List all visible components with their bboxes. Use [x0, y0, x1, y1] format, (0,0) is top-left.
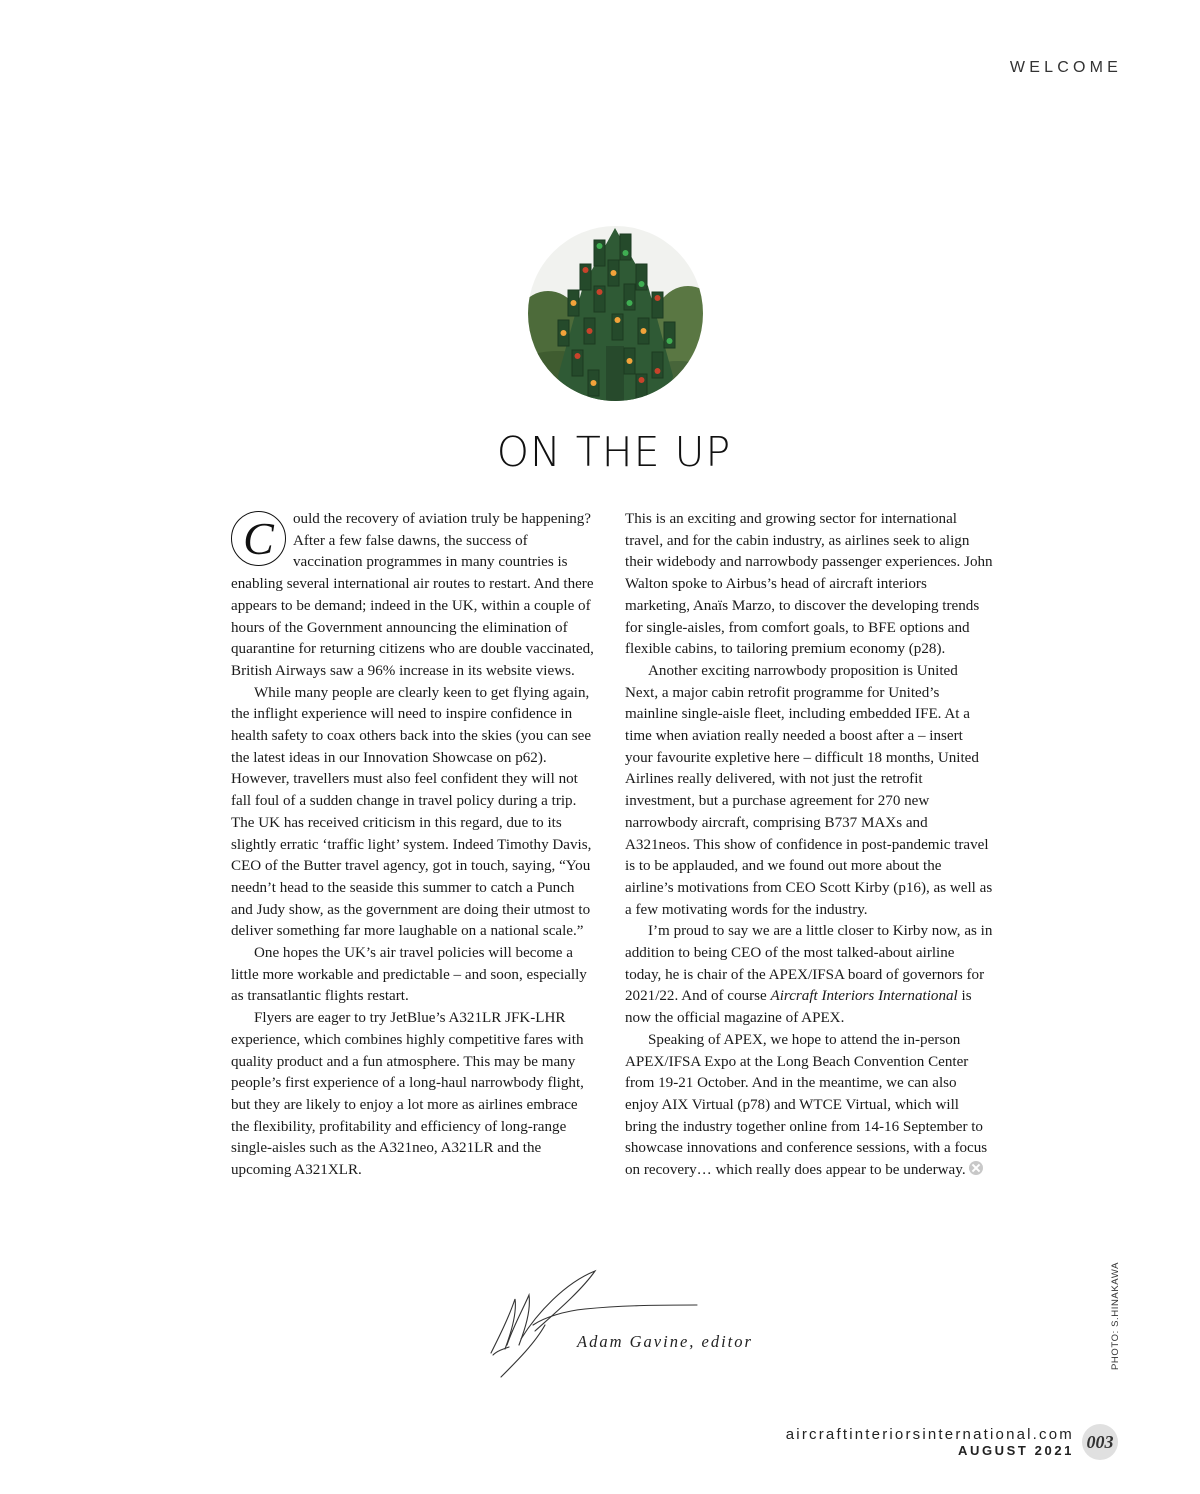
article-column-right [625, 509, 993, 1182]
paragraph: This is an exciting and growing sector for international travel, and for the cabin industry, as airlines seek to align their widebody and narrowbody passenger experiences. John Walton spoke to Airbus’s head of aircraft interiors marketing, Anaïs Marzo, to discover the developing trends for single-aisles, from comfort goals, to BFE options and flexible cabins, to tailoring premium economy (p28). [625, 511, 993, 658]
paragraph: One hopes the UK’s air travel policies will become a little more workable and predictable – and soon, especially as transatlantic flights restart. [231, 945, 587, 1005]
end-mark-icon [969, 1161, 983, 1175]
editor-signature [485, 1265, 705, 1385]
editor-signoff: Adam Gavine, editor [577, 1332, 753, 1351]
section-label: WELCOME [1009, 59, 1122, 76]
paragraph: Speaking of APEX, we hope to attend the in-person APEX/IFSA Expo at the Long Beach Convention Center from 19-21 October. And in the meantime, we can also enjoy AIX Virtual (p78) and WTCE Virtual, which will bring the industry together online from 14-16 September to showcase innovations and conference sessions, with a focus on recovery… which really does appear to be underway. [625, 1031, 988, 1179]
issue-date: AUGUST 2021 [957, 1443, 1074, 1458]
paragraph: Another exciting narrowbody proposition is United Next, a major cabin retrofit programme for United’s mainline single-aisle fleet, including embedded IFE. At a time when aviation really needed a boost after a – insert your favourite expletive here – difficult 18 months, United Airlines really delivered, with not just the retrofit investment, but a purchase agreement for 270 new narrowbody aircraft, comprising B737 MAXs and A321neos. This show of confidence in post-pandemic travel is to be applauded, and we found out more about the airline’s motivations from CEO Scott Kirby (p16), as well as a few motivating words for the industry. [625, 662, 993, 918]
page-number: 003 [1082, 1424, 1118, 1460]
paragraph: Flyers are eager to try JetBlue’s A321LR JFK-LHR experience, which combines highly competitive fares with quality product and a fun atmosphere. This may be many people’s first experience of a long-haul narrowbody flight, but they are likely to enjoy a lot more as airlines embrace the flexibility, profitability and efficiency of long-range single-aisles such as the A321neo, A321LR and the upcoming A321XLR. [231, 1010, 584, 1179]
headline: ON THE UP [496, 428, 732, 476]
paragraph: While many people are clearly keen to get flying again, the inflight experience will need to inspire confidence in health safety to coax others back into the skies (you can see the latest ideas in our Innovation Showcase on p62). However, travellers must also feel confident they will not fall foul of a sudden change in travel policy during a trip. The UK has received criticism in this regard, due to its slightly erratic ‘traffic light’ system. Indeed Timothy Davis, CEO of the Butter travel agency, got in touch, saying, “You needn’t head to the seaside this summer to catch a Punch and Judy show, as the government are doing their utmost to deliver something far more laughable on a national scale.” [231, 684, 592, 940]
traffic-light-tree-photo [528, 226, 703, 401]
drop-cap: C [231, 511, 286, 566]
article-column-left [231, 509, 599, 1182]
paragraph: C ould the recovery of aviation truly be happening? After a few false dawns, the success of vaccination programmes in many countries is enabling several international air routes to restart. And there appears to be demand; indeed in the UK, within a couple of hours of the Government announcing the elimination of quarantine for returning citizens who are double vaccinated, British Airways saw a 96% increase in its website views. [231, 511, 594, 679]
photo-credit: PHOTO: S.HINAKAWA [1110, 1261, 1121, 1370]
footer-url: aircraftinteriorsinternational.com [785, 1426, 1074, 1443]
paragraph: I’m proud to say we are a little closer to Kirby now, as in addition to being CEO of the most talked-about airline today, he is chair of the APEX/IFSA board of governors for 2021/22. And of course Aircraft Interiors International is now the official magazine of APEX. [625, 923, 993, 1027]
